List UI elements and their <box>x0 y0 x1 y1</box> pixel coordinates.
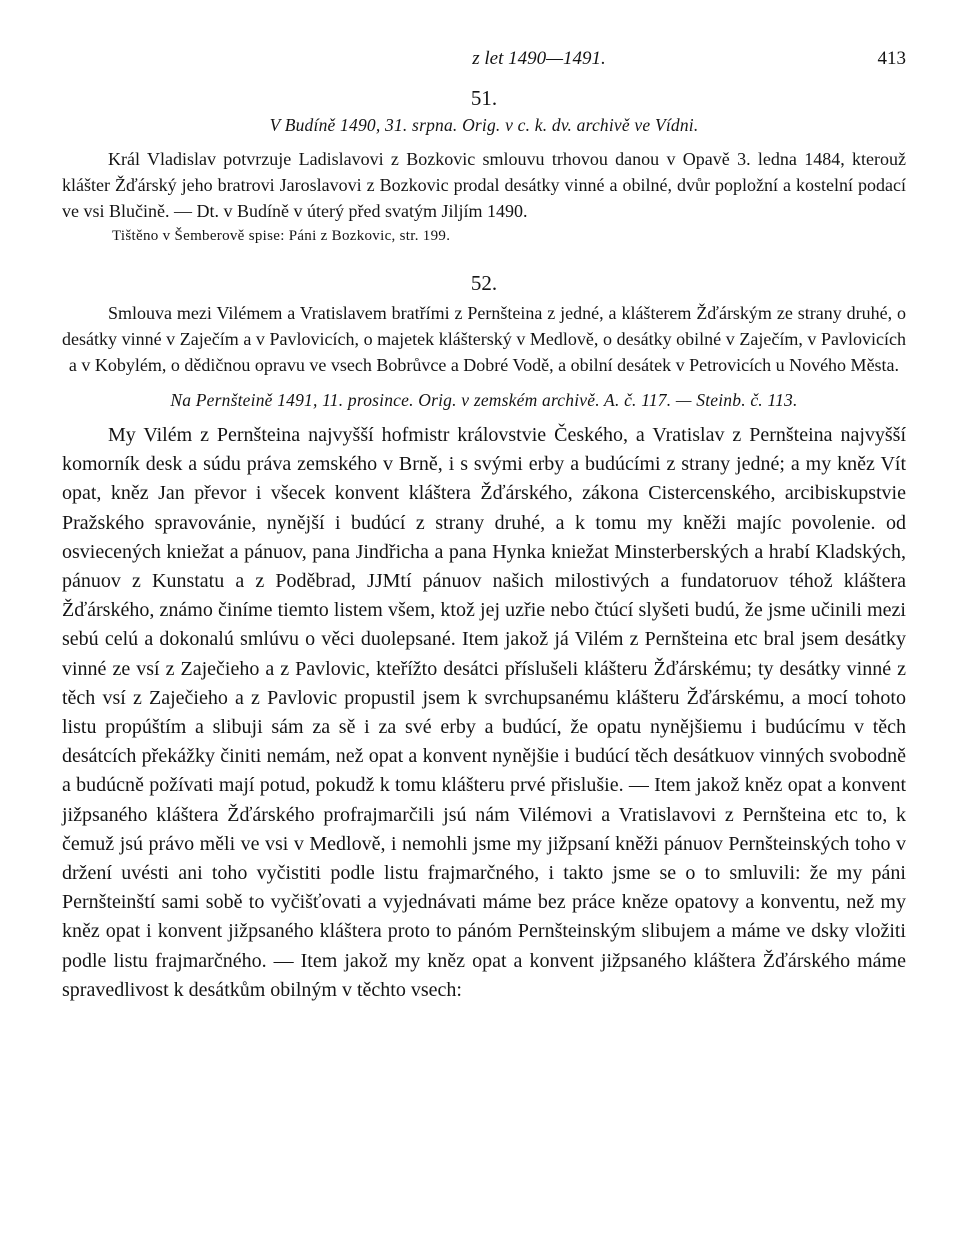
charter-text: My Vilém z Pernšteina najvyšší hofmistr královstvie Českého, a Vratislav z Pernšteina najvyšší komorník desk a súdu práva zemského v Brně, i s svými erby a budúcími z strany jedné; a my kněz Vít opat, kněz Jan převor i všecek konvent kláštera Žďárského, zákona Cistercenského, arcibiskupstvie Pražského spravovánie, nynější i budúcí z strany druhé, a k tomu my kněži majíc povolenie. od osviecených kniežat a pánuov, pana Jindřicha a pana Hynka kniežat Minsterberských a hrabí Kladských, pánuov z Kunstatu a z Poděbrad, JJMtí pánuov našich milostivých a fundatoruov téhož kláštera Žďárského, známo činíme tiemto listem všem, ktož jej uzřie nebo čtúcí slyšeti budú, že jsme učinili mezi sebú celú a dokonalú smlúvu o věci duolepsané. Item jakož já Vilém z Pernšteina etc bral jsem desátky vinné ze vsí z Zaječieho a z Pavlovic, kteřížto desátci příslušeli klášteru Žďárskému; ty desátky vinné z těch vsí z Zaječieho a z Pavlovic propustil jsem k svrchupsanému klášteru Žďárskému, a mocí tohoto listu propúštím a slibuji sám za sě i za své erby a budúcí, že opatu nynějšiemu i budúcímu v těch desátcích překážky činiti nemám, než opat a konvent nynějšie i budúcí těch desátkuov vinných svobodně a budúcně požívati mají potud, pokudž k tomu klášteru prvé přislušie. — Item jakož kněz opat a konvent jižpsaného kláštera Žďárského profrajmarčili jsú nám Vilémovi a Vratislavovi z Pernšteina etc to, k čemuž jsú právo měli ve vsi v Medlově, i nemohli jsme my jižpsaní kněži pánuov Pernšteinských toho v držení uvésti ani toho vyčistiti podle listu frajmarčného, i takto jsme se o to smluvili: že my páni Pernšteinští sami sobě to vyčišťovati a vyjednávati máme bez práce kněze opatovy a konventu, než my kněz opat i konvent jižpsaného kláštera proto to pánóm Pernšteinským slibujem a máme ve dsky vložiti podle listu frajmarčného. — Item jakož my kněz opat a konvent jižpsaného kláštera Žďárského máme spravedlivost k desátkům obilným v těchto vsech: <box>62 424 906 1001</box>
page-number: 413 <box>877 48 906 69</box>
document-number: 52. <box>470 271 498 295</box>
regest-paragraph: Král Vladislav potvrzuje Ladislavovi z Bozkovic smlouvu trhovou danou v Opavě 3. ledna 1484, kterouž klášter Žďárský jeho bratrovi Jaroslavovi z Bozkovic prodal desátky vinné a obilné, dvůr popložní a kostelní podací ve vsi Blučině. — Dt. v Budíně v úterý před svatým Jiljím 1490. <box>62 149 906 221</box>
regest-paragraph: Smlouva mezi Vilémem a Vratislavem bratřími z Pernšteina z jedné, a klášterem Žďárským ze strany druhé, o desátky vinné v Zaječím a v Pavlovicích, o majetek klášterský v Medlově, o desátky obilné v Zaječím, v Pavlovicích a v Kobylém, o dědičnou opravu ve vsech Bobrůvce a Dobré Vodě, a obilní desátek v Petrovicích u Nového Města. <box>62 303 906 375</box>
document-number: 51. <box>470 86 498 110</box>
printed-source-note: Tištěno v Šemberově spise: Páni z Bozkovic, str. 199. <box>112 228 451 244</box>
running-title: z let 1490—1491. <box>472 48 606 69</box>
dateline: V Budíně 1490, 31. srpna. Orig. v c. k. dv. archivě ve Vídni. <box>269 115 699 135</box>
document-52 <box>62 271 906 1005</box>
running-header <box>62 40 906 70</box>
dateline: Na Pernšteině 1491, 11. prosince. Orig. v zemském archivě. A. č. 117. — Steinb. č. 113. <box>170 390 798 410</box>
document-51 <box>62 86 906 245</box>
